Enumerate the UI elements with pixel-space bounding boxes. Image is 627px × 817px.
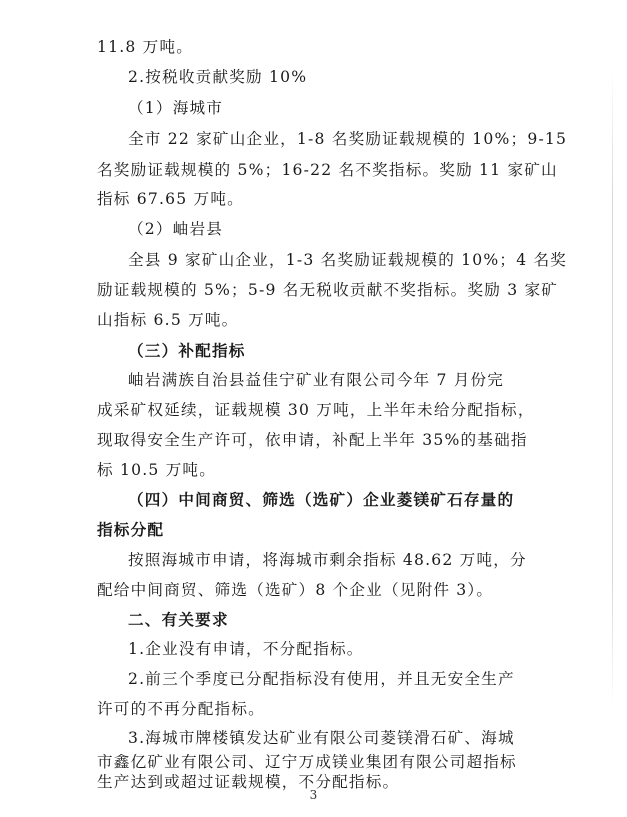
text-line: 1.企业没有申请，不分配指标。 — [128, 640, 364, 658]
subheading: （2）岫岩县 — [128, 220, 224, 238]
section-heading: （三）补配指标 — [128, 342, 246, 360]
subheading: （1）海城市 — [128, 99, 224, 117]
text-line: 指标 67.65 万吨。 — [97, 190, 244, 208]
text-line: 全市 22 家矿山企业，1-8 名奖励证载规模的 10%；9-15 — [128, 130, 568, 148]
text-line: 许可的不再分配指标。 — [97, 700, 265, 718]
section-heading: 二、有关要求 — [128, 611, 229, 629]
text-line: 市鑫亿矿业有限公司、辽宁万成镁业集团有限公司超指标 — [97, 753, 517, 771]
section-heading-cont: 指标分配 — [97, 521, 165, 539]
text-line: 标 10.5 万吨。 — [97, 461, 217, 479]
text-line: 2.按税收贡献奖励 10% — [128, 68, 308, 86]
text-line: 2.前三个季度已分配指标没有使用，并且无安全生产 — [128, 670, 515, 688]
text-line: 成采矿权延续，证载规模 30 万吨，上半年未给分配指标， — [97, 401, 535, 419]
text-line: 现取得安全生产许可，依申请，补配上半年 35%的基础指 — [97, 431, 528, 449]
page-number: 3 — [309, 788, 318, 802]
text-line: 山指标 6.5 万吨。 — [97, 311, 239, 329]
text-line: 励证载规模的 5%；5-9 名无税收贡献不奖指标。奖励 3 家矿 — [97, 281, 559, 299]
text-line: 按照海城市申请，将海城市剩余指标 48.62 万吨，分 — [128, 551, 527, 569]
text-line: 岫岩满族自治县益佳宁矿业有限公司今年 7 月份完 — [128, 371, 505, 389]
text-line: 11.8 万吨。 — [97, 38, 194, 56]
scan-edge-shadow — [612, 70, 613, 710]
section-heading: （四）中间商贸、筛选（选矿）企业菱镁矿石存量的 — [128, 491, 515, 509]
text-line: 全县 9 家矿山企业，1-3 名奖励证载规模的 10%；4 名奖 — [128, 251, 568, 269]
text-line: 配给中间商贸、筛选（选矿）8 个企业（见附件 3）。 — [97, 581, 494, 599]
text-line: 名奖励证载规模的 5%；16-22 名不奖指标。奖励 11 家矿山 — [97, 161, 558, 179]
text-line: 生产达到或超过证载规模，不分配指标。 — [97, 773, 400, 791]
text-line: 3.海城市牌楼镇发达矿业有限公司菱镁滑石矿、海城 — [128, 729, 515, 747]
